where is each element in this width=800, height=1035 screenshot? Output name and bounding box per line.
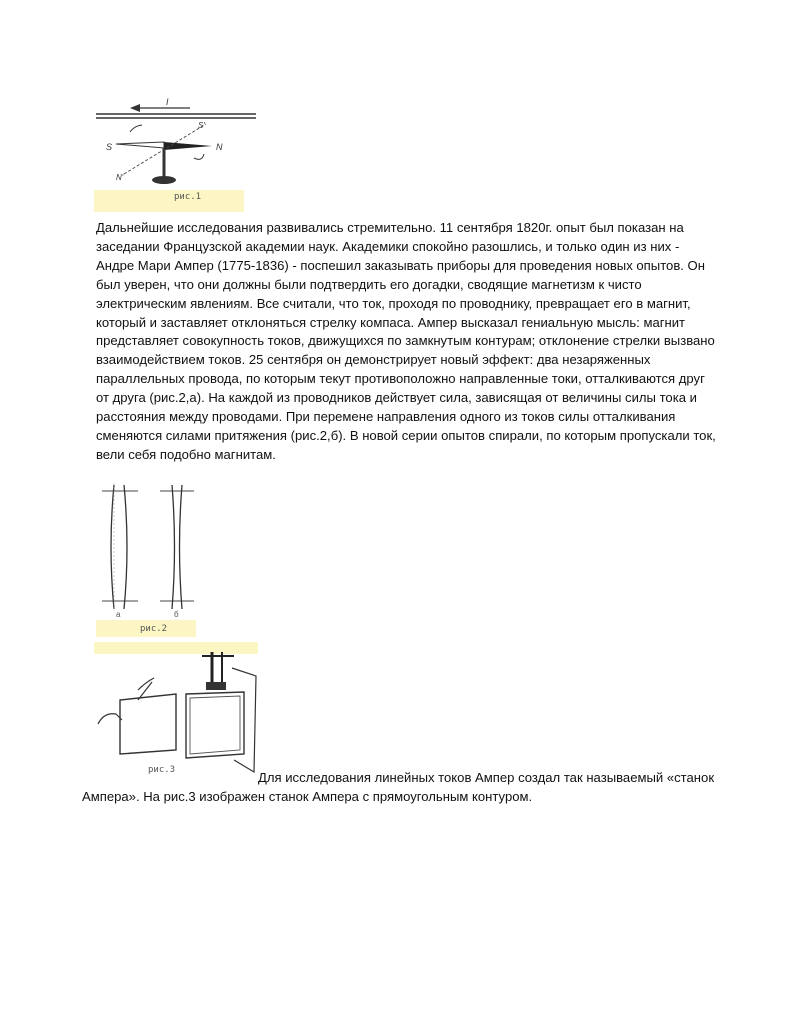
figure-2-caption: рис.2 — [140, 624, 168, 634]
figure-3-highlight — [94, 642, 258, 654]
figure-1-caption: рис.1 — [174, 192, 202, 202]
label-south-prime: S' — [198, 121, 205, 130]
figure-3-ampere-stand — [94, 642, 264, 787]
paragraph-ampere-stand: Для исследования линейных токов Ампер создал так называемый «станок Ампера». На рис.3 изображен станок Ампера с прямоугольным контуром. — [82, 770, 715, 804]
label-north: N — [216, 142, 223, 152]
label-south: S — [106, 142, 113, 152]
figure-2-parallel-wires — [96, 477, 206, 637]
label-current: I — [166, 98, 169, 107]
figure-2b-label: б — [174, 610, 179, 619]
figure-1-compass-needle — [94, 98, 264, 218]
figure-2a-label: а — [116, 610, 121, 619]
paragraph-ampere-research: Дальнейшие исследования развивались стремительно. 11 сентября 1820г. опыт был показан на заседании Французской академии наук. Академики спокойно разошлись, и только один из них - Андре Мари Ампер (1775-1836) - поспешил заказывать приборы для проведения новых опытов. Он был уверен, что они должны были подтвердить его догадки, сводящие магнетизм к чисто электрическим явлениям. Все считали, что ток, проходя по проводнику, превращает его в магнит, который и заставляет отклоняться стрелку компаса. Ампер высказал гениальную мысль: магнит представляет совокупность токов, движущихся по замкнутым контурам; отклонение стрелки вызвано взаимодействием токов. 25 сентября он демонстрирует новый эффект: два незаряженных параллельных провода, по которым текут противоположно направленные токи, отталкиваются друг от друга (рис.2,а). На каждой из проводников действует сила, зависящая от величины силы тока и расстояния между проводами. При перемене направления одного из токов силы отталкивания сменяются силами притяжения (рис.2,б). В новой серии опытов спирали, по которым пропускали ток, вели себя подобно магнитам. — [96, 220, 716, 462]
label-north-prime: N' — [116, 173, 124, 182]
figure-1-highlight — [94, 190, 244, 212]
figure-3-caption: рис.3 — [148, 765, 176, 775]
